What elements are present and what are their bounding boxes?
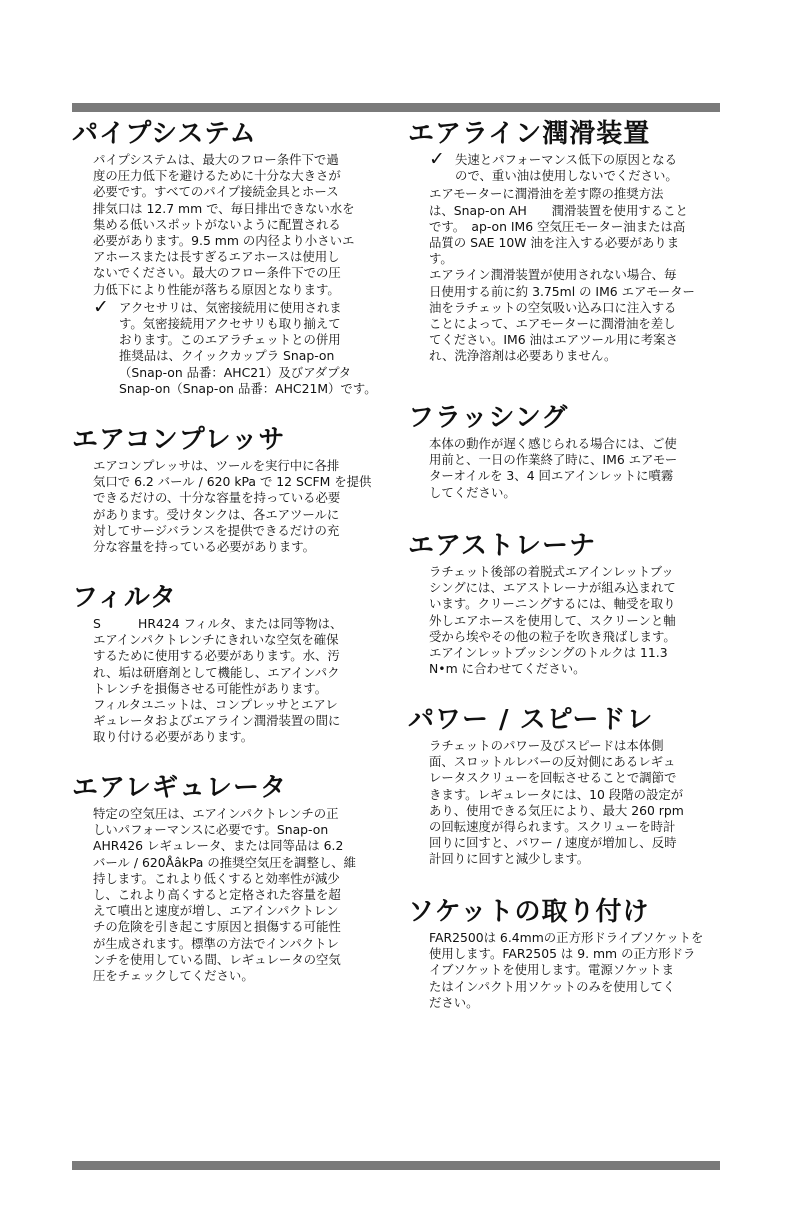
filter-body: S HR424 フィルタ、または同等物は、 エアインパクトレンチにきれいな空気を確保 するために使用する必要があります。水、汚 れ、垢は研磨剤として機能し、エアインパク トレンチを損傷させる可能性があります。 フィルタユニットは、コンプレッサとエアレ ギュレータおよびエアライン潤滑装置の間に 取り付ける必要があります。	[93, 616, 343, 745]
lubricator-body: エアモーターに潤滑油を差す際の推奨方法 は、Snap-on AH 潤滑装置を使用すること です。 ap-on IM6 空気圧モーター油または高 品質の SAE 10W 油を注入する必要がありま す。 エアライン潤滑装置が使用されない場合、毎 日使用する前に約 3.75ml の IM6 エアモーター 油をラチェットの空気吸い込み口に注入する ことによって、エアモーターに潤滑油を差し てください。IM6 油はエアツール用に考案さ れ、洗浄溶剤は必要ありません。	[429, 186, 695, 364]
section-power-speed	[408, 704, 720, 868]
air-regulator-body: 特定の空気圧は、エアインパクトレンチの正 しいパフォーマンスに必要です。Snap-on AHR426 レギュレータ、または同等品は 6.2 バール / 620ÅâkPa の推奨空気圧を調整し、維 持します。これより低くすると効率性が減少 し、これより高くすると定格された容量を超 えて噴出と速度が増し、エアインパクトレン チの危険を引き起こす原因と損傷する可能性 が生成されます。標準の方法でインパクトレ ンチを使用している間、レギュレータの空気 圧をチェックしてください。	[93, 806, 357, 984]
pipe-system-note	[93, 295, 390, 397]
lubricator-note	[429, 148, 720, 184]
pipe-system-body: パイプシステムは、最大のフロー条件下で過 度の圧力低下を避けるために十分な大きさが 必要です。すべてのパイプ接続金具とホース 排気口は 12.7 mm で、毎日排出できない水を 集める低いスポットがないように配置される 必要があります。9.5 mm の内径より小さいエ アホースまたは長すぎるエアホースは使用し ないでください。最大のフロー条件下での圧 力低下により性能が落ちる原因となります。	[93, 152, 355, 297]
flushing-body: 本体の動作が遅く感じられる場合には、ご使 用前と、一日の作業終了時に、IM6 エアモー ターオイルを 3、4 回エアインレットに噴霧 してください。	[429, 436, 678, 500]
heading-filter: フィルタ	[72, 583, 177, 613]
section-air-strainer	[408, 530, 720, 677]
heading-flushing: フラッシング	[408, 403, 569, 433]
top-divider	[72, 103, 720, 112]
power-speed-body: ラチェットのパワー及びスピードは本体側 面、スロットルレバーの反対側にあるレギュ レータスクリューを回転させることで調節で きます。レギュレータには、10 段階の設定が あり、使用できる気圧により、最大 260 rpm の回転速度が得られます。スクリューを時計 回りに回すと、パワー / 速度が増加し、反時 計回りに回すと減少します。	[429, 738, 684, 867]
air-strainer-body: ラチェット後部の着脱式エアインレットブッ シングには、エアストレーナが組み込まれて います。クリーニングするには、軸受を取り 外しエアホースを使用して、スクリーンと軸 受から埃やその他の粒子を吹き飛ばします。 エアインレットブッシングのトルクは 11.3 N•m に合わせてください。	[429, 564, 676, 677]
bottom-divider	[72, 1161, 720, 1170]
check-icon: ✓	[93, 295, 109, 318]
heading-pipe-system: パイプシステム	[72, 119, 257, 149]
heading-socket-installation: ソケットの取り付け	[408, 897, 650, 927]
heading-air-compressor: エアコンプレッサ	[72, 425, 286, 455]
section-air-compressor	[72, 424, 390, 555]
section-air-regulator	[72, 772, 390, 984]
section-filter	[72, 582, 390, 746]
heading-air-line-lubricator: エアライン潤滑装置	[408, 119, 651, 149]
section-socket-installation	[408, 896, 720, 1011]
socket-installation-body: FAR2500は 6.4mmの正方形ドライブソケットを 使用します。FAR2505 は 9. mm の正方形ドラ イブソケットを使用します。電源ソケットま たはインパクト用ソケットのみを使用してく ださい。	[429, 930, 704, 1010]
check-icon: ✓	[429, 148, 445, 170]
lubricator-note-text: 失速とパフォーマンス低下の原因となる ので、重い油は使用しないでください。	[455, 152, 678, 184]
section-flushing	[408, 402, 720, 501]
heading-air-strainer: エアストレーナ	[408, 531, 596, 561]
air-compressor-body: エアコンプレッサは、ツールを実行中に各排 気口で 6.2 バール / 620 kPa で 12 SCFM を提供 できるだけの、十分な容量を持っている必要 があります。受けタンクは、各エアツールに 対してサージバランスを提供できるだけの充 分な容量を持っている必要があります。	[93, 458, 372, 555]
heading-air-regulator: エアレギュレータ	[72, 773, 287, 803]
pipe-system-note-text: アクセサリは、気密接続用に使用されま す。気密接続用アクセサリも取り揃えて おります。このエアラチェットとの併用 推奨品は、クイックカップラ Snap-on （Snap-on 品番：AHC21）及びアダプタ Snap-on（Snap-on 品番：AHC21M）です。	[119, 299, 377, 396]
section-air-line-lubricator	[408, 118, 720, 365]
section-pipe-system	[72, 118, 390, 397]
heading-power-speed: パワー / スピードレ	[408, 705, 654, 735]
